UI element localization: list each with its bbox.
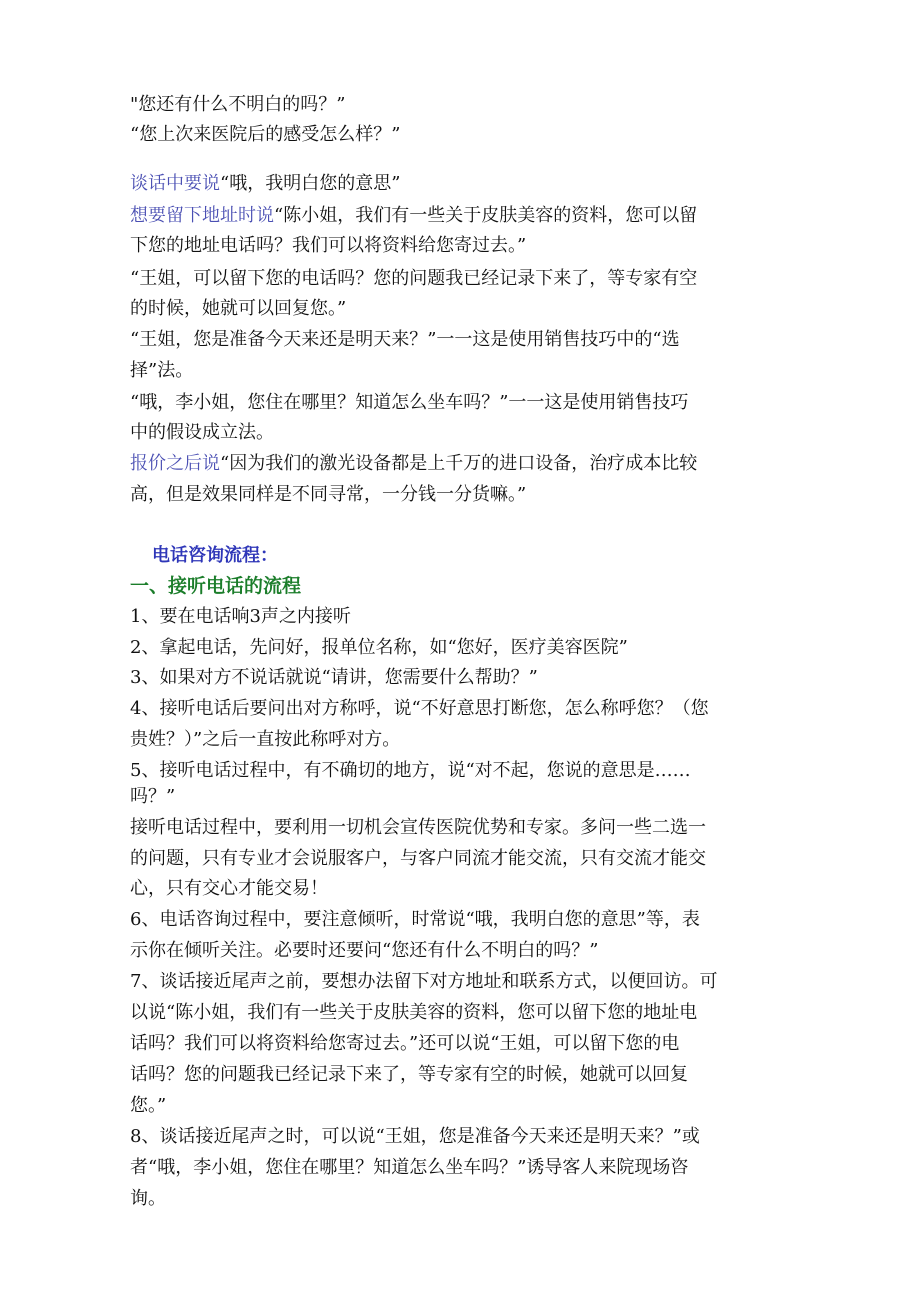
address-line-1 xyxy=(130,203,697,229)
address-line-4: 的时候，她就可以回复您。” xyxy=(130,298,347,319)
process-line: 贵姓？）”之后一直按此称呼对方。 xyxy=(130,729,401,750)
talk-line xyxy=(130,171,400,197)
intro-question-1: "您还有什么不明白的吗？” xyxy=(130,94,346,115)
talk-label: 谈话中要说 xyxy=(130,173,220,194)
price-line-1 xyxy=(130,451,697,477)
address-text-1: “陈小姐，我们有一些关于皮肤美容的资料，您可以留 xyxy=(274,205,698,226)
process-line: 接听电话过程中，要利用一切机会宣传医院优势和专家。多问一些二选一 xyxy=(130,817,706,838)
intro-question-2: “您上次来医院后的感受怎么样？” xyxy=(130,124,401,145)
address-line-8: 中的假设成立法。 xyxy=(130,422,274,443)
process-line: 的问题，只有专业才会说服客户，与客户同流才能交流，只有交流才能交 xyxy=(130,848,706,869)
section-heading-1: 一、接听电话的流程 xyxy=(130,575,302,597)
address-line-2: 下您的地址电话吗？我们可以将资料给您寄过去。” xyxy=(130,235,527,256)
process-line: 您。” xyxy=(130,1095,167,1116)
process-line: 5、接听电话过程中，有不确切的地方，说“对不起，您说的意思是…… xyxy=(130,760,691,781)
process-line: 1、要在电话响3声之内接听 xyxy=(130,606,351,627)
talk-text: “哦，我明白您的意思” xyxy=(220,173,401,194)
address-label: 想要留下地址时说 xyxy=(130,205,274,226)
process-title: 电话咨询流程： xyxy=(152,545,278,566)
process-line: 6、电话咨询过程中，要注意倾听，时常说“哦，我明白您的意思”等，表 xyxy=(130,909,700,930)
process-line: 者“哦，李小姐，您住在哪里？知道怎么坐车吗？”诱导客人来院现场咨 xyxy=(130,1157,689,1178)
price-text-1: “因为我们的激光设备都是上千万的进口设备，治疗成本比较 xyxy=(220,453,698,474)
address-line-6: 择”法。 xyxy=(130,360,194,381)
process-line: 话吗？我们可以将资料给您寄过去。”还可以说“王姐，可以留下您的电 xyxy=(130,1033,680,1054)
price-line-2: 高，但是效果同样是不同寻常，一分钱一分货嘛。” xyxy=(130,484,527,505)
process-line: 7、谈话接近尾声之前，要想办法留下对方地址和联系方式，以便回访。可 xyxy=(130,971,718,992)
price-label: 报价之后说 xyxy=(130,453,220,474)
process-line: 询。 xyxy=(130,1188,166,1209)
process-line: 吗？” xyxy=(130,786,176,807)
address-line-3: “王姐，可以留下您的电话吗？您的问题我已经记录下来了，等专家有空 xyxy=(130,268,698,289)
process-line: 2、拿起电话，先问好，报单位名称，如“您好，医疗美容医院” xyxy=(130,637,628,658)
address-line-5: “王姐，您是准备今天来还是明天来？”一一这是使用销售技巧中的“选 xyxy=(130,329,680,350)
process-line: 心，只有交心才能交易！ xyxy=(130,878,328,899)
process-line: 以说“陈小姐，我们有一些关于皮肤美容的资料，您可以留下您的地址电 xyxy=(130,1002,698,1023)
process-line: 8、谈话接近尾声之时，可以说“王姐，您是准备今天来还是明天来？”或 xyxy=(130,1126,700,1147)
address-line-7: “哦，李小姐，您住在哪里？知道怎么坐车吗？”一一这是使用销售技巧 xyxy=(130,392,689,413)
process-line: 示你在倾听关注。必要时还要问“您还有什么不明白的吗？” xyxy=(130,940,599,961)
process-line: 话吗？您的问题我已经记录下来了，等专家有空的时候，她就可以回复 xyxy=(130,1064,688,1085)
process-line: 3、如果对方不说话就说“请讲，您需要什么帮助？” xyxy=(130,667,538,688)
process-line: 4、接听电话后要问出对方称呼，说“不好意思打断您，怎么称呼您？（您 xyxy=(130,698,709,719)
